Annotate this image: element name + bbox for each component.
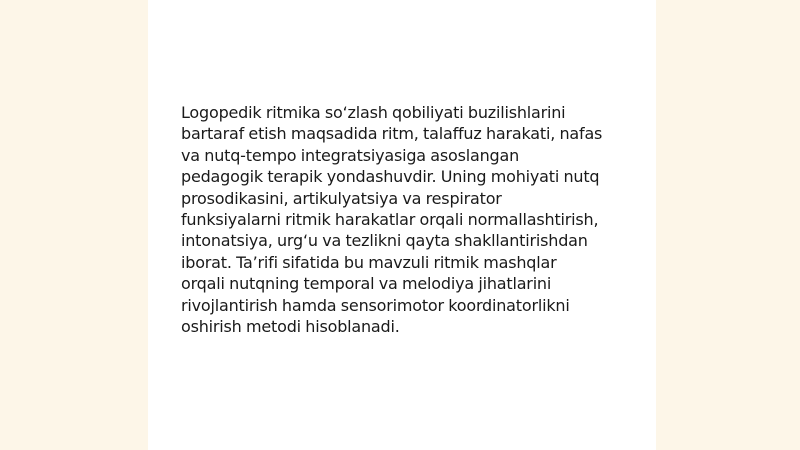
paragraph-line: orqali nutqning temporal va melodiya jihatlarini	[181, 274, 552, 294]
paragraph-line: funksiyalarni ritmik harakatlar orqali normallashtirish,	[181, 210, 599, 230]
body-paragraph	[181, 102, 641, 337]
paragraph-line: rivojlantirish hamda sensorimotor koordinatorlikni	[181, 295, 570, 315]
paragraph-line: va nutq-tempo integratsiyasiga asoslangan	[181, 145, 520, 165]
paragraph-line: prosodikasini, artikulyatsiya va respirator	[181, 188, 502, 208]
paragraph-line: oshirish metodi hisoblanadi.	[181, 317, 400, 337]
paragraph-line: bartaraf etish maqsadida ritm, talaffuz harakati, nafas	[181, 124, 603, 144]
document-page	[148, 0, 656, 450]
paragraph-line: Logopedik ritmika so‘zlash qobiliyati buzilishlarini	[181, 103, 566, 122]
paragraph-line: iborat. Ta’rifi sifatida bu mavzuli ritmik mashqlar	[181, 252, 557, 272]
paragraph-line: intonatsiya, urg‘u va tezlikni qayta shakllantirishdan	[181, 231, 588, 251]
paragraph-line: pedagogik terapik yondashuvdir. Uning mohiyati nutq	[181, 167, 600, 187]
